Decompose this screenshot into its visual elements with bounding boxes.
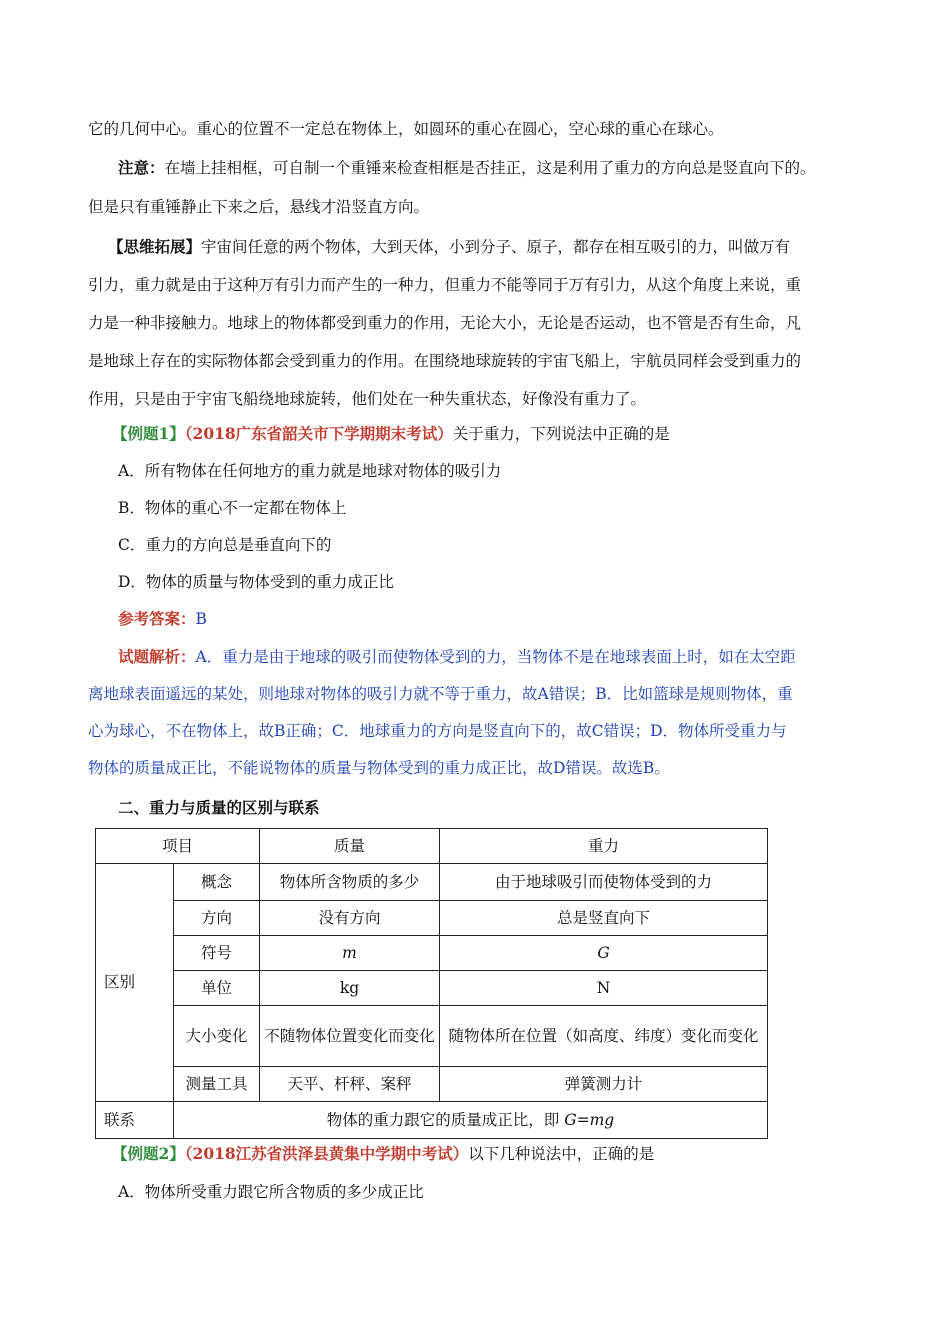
row-item: 测量工具 [174,1067,260,1102]
answer-value: B [195,610,207,628]
row-mass: 天平、杆秤、案秤 [260,1067,440,1102]
example1-question: 关于重力，下列说法中正确的是 [452,425,670,443]
row-item: 概念 [174,864,260,901]
relation-formula: G=mg [564,1110,615,1129]
gravity-mass-comparison-table [95,828,768,1139]
relation-cell [174,1102,768,1139]
analysis-line-3: 心为球心，不在物体上，故B正确；C．地球重力的方向是竖直向下的，故C错误；D．物体所受重力与 [88,722,787,740]
example1-label: 【例题1】 [112,424,185,443]
example2-heading [112,1143,887,1165]
row-item: 单位 [174,971,260,1006]
extension-text-1: 宇宙间任意的两个物体，大到天体，小到分子、原子，都存在相互吸引的力，叫做万有 [201,238,791,256]
analysis-line-1 [118,646,893,668]
extension-line-1 [108,236,883,258]
row-mass: 没有方向 [260,901,440,936]
header-gravity: 重力 [440,829,768,864]
analysis-line-2: 离地球表面遥远的某处，则地球对物体的吸引力就不等于重力，故A错误；B．比如篮球是规则物体，重 [88,685,793,703]
row-mass: kg [260,971,440,1006]
analysis-label: 试题解析： [118,647,196,666]
header-mass: 质量 [260,829,440,864]
example1-source: （2018广东省韶关市下学期期末考试） [184,424,453,443]
paragraph-center-of-gravity: 它的几何中心。重心的位置不一定总在物体上，如圆环的重心在圆心，空心球的重心在球心。 [88,120,724,138]
example1-option-c: C．重力的方向总是垂直向下的 [118,536,332,554]
table-row [96,1067,768,1102]
row-gravity: G [440,936,768,971]
note-text-1: 在墙上挂相框，可自制一个重锤来检查相框是否挂正，这是利用了重力的方向总是竖直向下的。 [164,159,816,177]
extension-line-5: 作用，只是由于宇宙飞船绕地球旋转，他们处在一种失重状态，好像没有重力了。 [88,390,647,408]
example1-option-d: D．物体的质量与物体受到的重力成正比 [118,573,394,591]
example2-source: （2018江苏省洪泽县黄集中学期中考试） [184,1144,469,1163]
relation-text: 物体的重力跟它的质量成正比，即 [326,1110,565,1129]
extension-line-3: 力是一种非接触力。地球上的物体都受到重力的作用，无论大小，无论是否运动，也不管是否有生命，凡 [88,314,802,332]
table-relation-row [96,1102,768,1139]
row-item: 符号 [174,936,260,971]
table-header-row [96,829,768,864]
table-row [96,901,768,936]
note-label: 注意： [118,158,165,177]
row-mass: m [260,936,440,971]
analysis-line-4: 物体的质量成正比，不能说物体的质量与物体受到的重力成正比，故D错误。故选B。 [88,759,670,777]
row-gravity: 由于地球吸引而使物体受到的力 [440,864,768,901]
section2-title: 二、重力与质量的区别与联系 [118,798,320,817]
table-row [96,936,768,971]
extension-line-4: 是地球上存在的实际物体都会受到重力的作用。在围绕地球旋转的宇宙飞船上，宇航员同样会受到重力的 [88,352,802,370]
note-line-1 [118,157,893,179]
example1-option-a: A．所有物体在任何地方的重力就是地球对物体的吸引力 [118,462,502,480]
analysis-text-1: A．重力是由于地球的吸引而使物体受到的力，当物体不是在地球表面上时，如在太空距 [195,648,796,666]
note-line-2: 但是只有重锤静止下来之后，悬线才沿竖直方向。 [88,198,430,216]
row-gravity: 总是竖直向下 [440,901,768,936]
example2-option-a: A．物体所受重力跟它所含物质的多少成正比 [118,1183,424,1201]
row-item: 方向 [174,901,260,936]
example1-option-b: B．物体的重心不一定都在物体上 [118,499,347,517]
example2-label: 【例题2】 [112,1144,185,1163]
header-item: 项目 [96,829,260,864]
row-mass: 物体所含物质的多少 [260,864,440,901]
relation-label: 联系 [96,1102,174,1139]
example1-answer [118,608,893,630]
extension-label: 【思维拓展】 [108,237,202,256]
row-gravity: 随物体所在位置（如高度、纬度）变化而变化 [440,1006,768,1067]
example2-question: 以下几种说法中，正确的是 [468,1145,655,1163]
row-gravity: 弹簧测力计 [440,1067,768,1102]
example1-heading [112,423,887,445]
table-row [96,864,768,901]
table-row [96,1006,768,1067]
extension-line-2: 引力，重力就是由于这种万有引力而产生的一种力，但重力不能等同于万有引力，从这个角度上来说，重 [88,276,802,294]
row-mass: 不随物体位置变化而变化 [260,1006,440,1067]
table-row [96,971,768,1006]
row-item: 大小变化 [174,1006,260,1067]
group-label-difference: 区别 [96,864,174,1102]
answer-label: 参考答案： [118,609,196,628]
row-gravity: N [440,971,768,1006]
